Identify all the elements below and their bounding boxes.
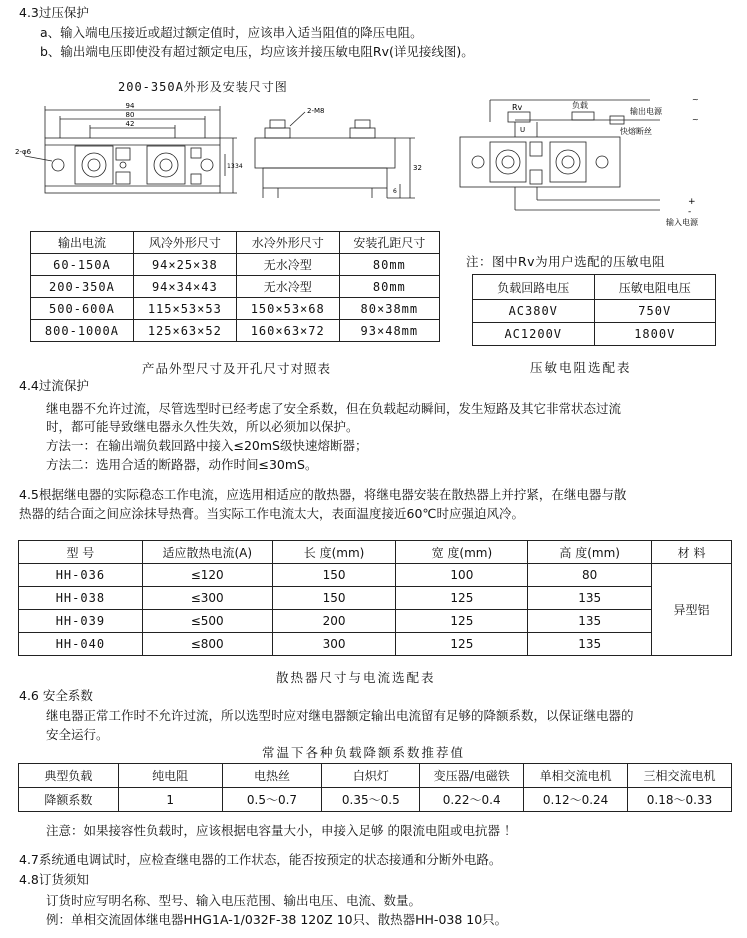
heatsink-table [18,540,732,656]
wiring-u: U [520,126,526,134]
derate-header: 三相交流电机 [628,764,732,788]
heatsink-header: 高 度(mm) [528,541,652,564]
wiring-diagram [460,92,710,232]
wiring-output-label: 输出电源 [630,107,662,116]
table-row: 60-150A 94×25×38 无水冷型 80mm [31,254,440,276]
section-4-3-item-a: a、输入端电压接近或超过额定值时，应该串入适当阻值的降压电阻。 [40,25,423,40]
section-4-8-p2: 例：单相交流固体继电器HHG1A-1/032F-38 120Z 10只、散热器HH-038 10只。 [46,912,508,927]
table-row: AC380V 750V [473,300,716,323]
size-header: 水冷外形尺寸 [236,232,339,254]
section-4-4-p2: 时，都可能导致继电器永久性失效，所以必须加以保护。 [46,419,359,434]
size-header: 输出电流 [31,232,134,254]
section-4-6-title: 4.6 安全系数 [19,688,93,703]
section-4-5-p1: 4.5根据继电器的实际稳态工作电流，应选用相适应的散热器，将继电器安装在散热器上并拧紧，在继电器与散 [19,487,627,502]
wiring-plus: + [688,197,696,207]
dim-6: 6 [393,188,397,195]
wiring-tilde-1: ~ [692,95,699,104]
dimension-drawing [15,98,455,218]
section-4-4-method2: 方法二：选用合适的断路器，动作时间≤30mS。 [46,457,318,472]
wiring-tilde-2: ~ [692,115,699,124]
derate-header: 白炽灯 [322,764,420,788]
varistor-table [472,274,716,346]
varistor-caption: 压敏电阻选配表 [530,360,632,375]
dim-42: 42 [125,120,135,128]
wiring-minus: - [688,207,692,217]
dim-34: 34 [235,163,243,170]
section-4-8-title: 4.8订货须知 [19,872,89,887]
derate-note: 注意：如果接容性负载时，应该根据电容量大小，申接入足够 的限流电阻或电抗器 ！ [46,823,517,838]
dim-94: 94 [125,102,135,110]
table-row: HH-039 ≤500 200 125 135 [19,610,732,633]
table-row: HH-036 ≤120 150 100 80 异型铝 [19,564,732,587]
section-4-4-title: 4.4过流保护 [19,378,89,393]
varistor-header: 负载回路电压 [473,275,595,300]
dim-hole: 2-φ6 [15,148,32,156]
section-4-8-p1: 订货时应写明名称、型号、输入电压范围、输出电压、电流、数量。 [46,893,422,908]
section-4-3-title: 4.3过压保护 [19,5,89,20]
table-row: 200-350A 94×34×43 无水冷型 80mm [31,276,440,298]
table-row: AC1200V 1800V [473,323,716,346]
section-4-4-method1: 方法一：在输出端负载回路中接入≤20mS级快速熔断器； [46,438,368,453]
wiring-rv: Rv [512,103,523,112]
derate-table-title: 常温下各种负载降额系数推荐值 [262,745,466,760]
dim-32: 32 [413,164,422,172]
wiring-load: 负载 [572,101,588,110]
section-4-4-p1: 继电器不允许过流，尽管选型时已经考虑了安全系数，但在负载起动瞬间，发生短路及其它非常状态过流 [46,401,622,416]
derate-table [18,763,732,812]
dim-13: 13 [227,163,235,170]
table-row: 500-600A 115×53×53 150×53×68 80×38mm [31,298,440,320]
heatsink-header: 长 度(mm) [272,541,396,564]
dim-80: 80 [125,111,135,119]
heatsink-material: 异型铝 [652,564,732,656]
derate-header: 典型负载 [19,764,119,788]
dim-screw: 2-M8 [307,107,325,115]
table-row: 降额系数 1 0.5～0.7 0.35～0.5 0.22～0.4 0.12～0.24 0.18～0.33 [19,788,732,812]
size-table [30,231,440,342]
derate-header: 纯电阻 [118,764,222,788]
wiring-input-label: 输入电源 [666,218,698,227]
table-row: HH-040 ≤800 300 125 135 [19,633,732,656]
derate-header: 单相交流电机 [524,764,628,788]
table-row: 800-1000A 125×63×52 160×63×72 93×48mm [31,320,440,342]
section-4-6-p1: 继电器正常工作时不允许过流，所以选型时应对继电器额定输出电流留有足够的降额系数，以保证继电器的 [46,708,634,723]
size-table-caption: 产品外型尺寸及开孔尺寸对照表 [142,361,332,376]
section-4-5-p2: 热器的结合面之间应涂抹导热膏。当实际工作电流太大，表面温度接近60℃时应强迫风冷。 [19,506,524,521]
heatsink-header: 型 号 [19,541,143,564]
section-4-7: 4.7系统通电调试时，应检查继电器的工作状态，能否按预定的状态接通和分断外电路。 [19,852,502,867]
wiring-fuse: 快熔断丝 [620,127,652,136]
drawing-title: 200-350A外形及安装尺寸图 [118,80,288,94]
table-row: HH-038 ≤300 150 125 135 [19,587,732,610]
heatsink-header: 宽 度(mm) [396,541,528,564]
size-header: 风冷外形尺寸 [133,232,236,254]
section-4-3-item-b: b、输出端电压即使没有超过额定电压，均应该并接压敏电阻Rv(详见接线图)。 [40,44,474,59]
derate-header: 变压器/电磁铁 [420,764,524,788]
varistor-note: 注：图中Rv为用户选配的压敏电阻 [466,254,666,269]
heatsink-header: 材 料 [652,541,732,564]
derate-header: 电热丝 [222,764,322,788]
heatsink-caption: 散热器尺寸与电流选配表 [276,670,436,685]
heatsink-header: 适应散热电流(A) [142,541,272,564]
section-4-6-p2: 安全运行。 [46,727,109,742]
size-header: 安装孔距尺寸 [339,232,439,254]
varistor-header: 压敏电阻电压 [594,275,716,300]
